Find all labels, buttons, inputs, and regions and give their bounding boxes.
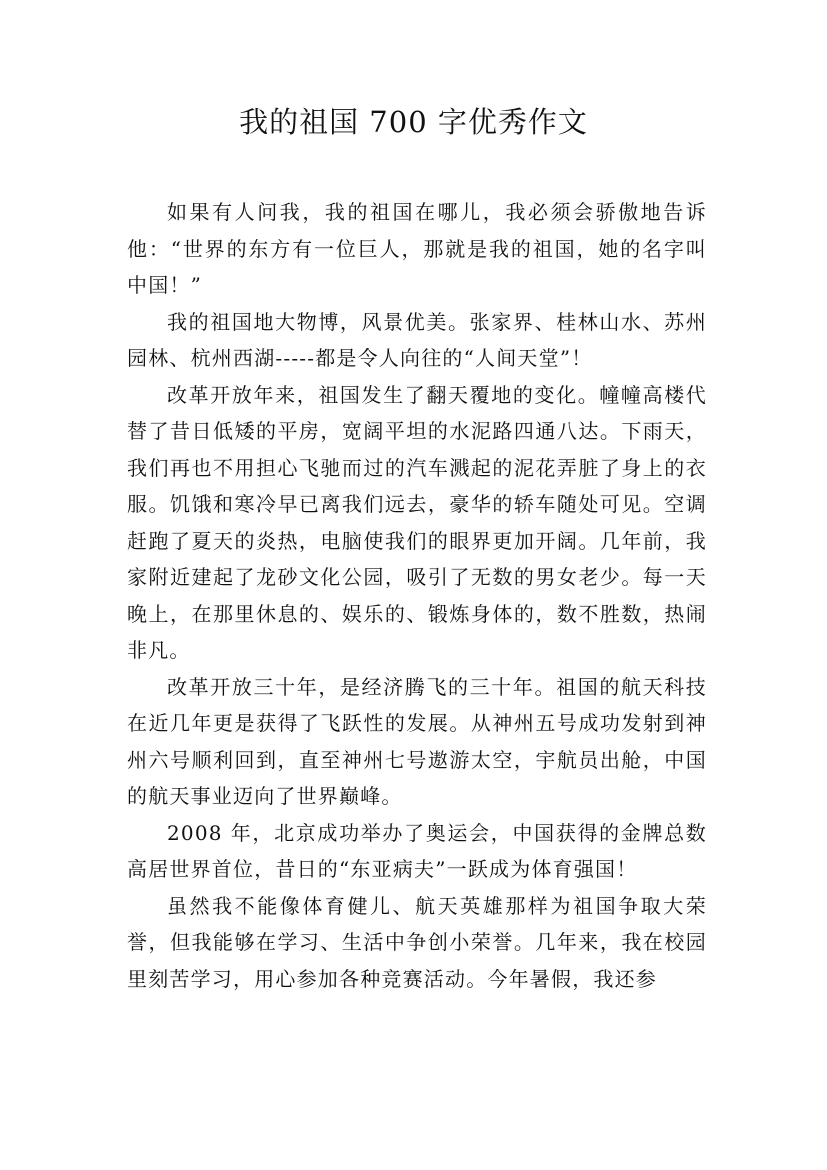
document-body: [127, 194, 707, 997]
paragraph-1: 如果有人问我，我的祖国在哪儿，我必须会骄傲地告诉他：“世界的东方有一位巨人，那就是我的祖国，她的名字叫中国！”: [127, 200, 707, 297]
document-title: 我的祖国 700 字优秀作文: [239, 105, 588, 139]
paragraph-2: 我的祖国地大物博，风景优美。张家界、桂林山水、苏州园林、杭州西湖-----都是令人向往的“人间天堂”！: [127, 309, 707, 370]
paragraph-3: 改革开放年来，祖国发生了翻天覆地的变化。幢幢高楼代替了昔日低矮的平房，宽阔平坦的水泥路四通八达。下雨天，我们再也不用担心飞驰而过的汽车溅起的泥花弄脏了身上的衣服。饥饿和寒冷早已离我们远去，豪华的轿车随处可见。空调赶跑了夏天的炎热，电脑使我们的眼界更加开阔。几年前，我家附近建起了龙砂文化公园，吸引了无数的男女老少。每一天晚上，在那里休息的、娱乐的、锻炼身体的，数不胜数，热闹非凡。: [127, 382, 707, 662]
paragraph-5: 2008 年，北京成功举办了奥运会，中国获得的金牌总数高居世界首位，昔日的“东亚病夫”一跃成为体育强国！: [127, 820, 707, 881]
paragraph-4: 改革开放三十年，是经济腾飞的三十年。祖国的航天科技在近几年更是获得了飞跃性的发展。从神州五号成功发射到神州六号顺利回到，直至神州七号遨游太空，宇航员出舱，中国的航天事业迈向了世界巅峰。: [127, 674, 707, 808]
paragraph-6: 虽然我不能像体育健儿、航天英雄那样为祖国争取大荣誉，但我能够在学习、生活中争创小荣誉。几年来，我在校园里刻苦学习，用心参加各种竞赛活动。今年暑假，我还参: [127, 893, 707, 991]
